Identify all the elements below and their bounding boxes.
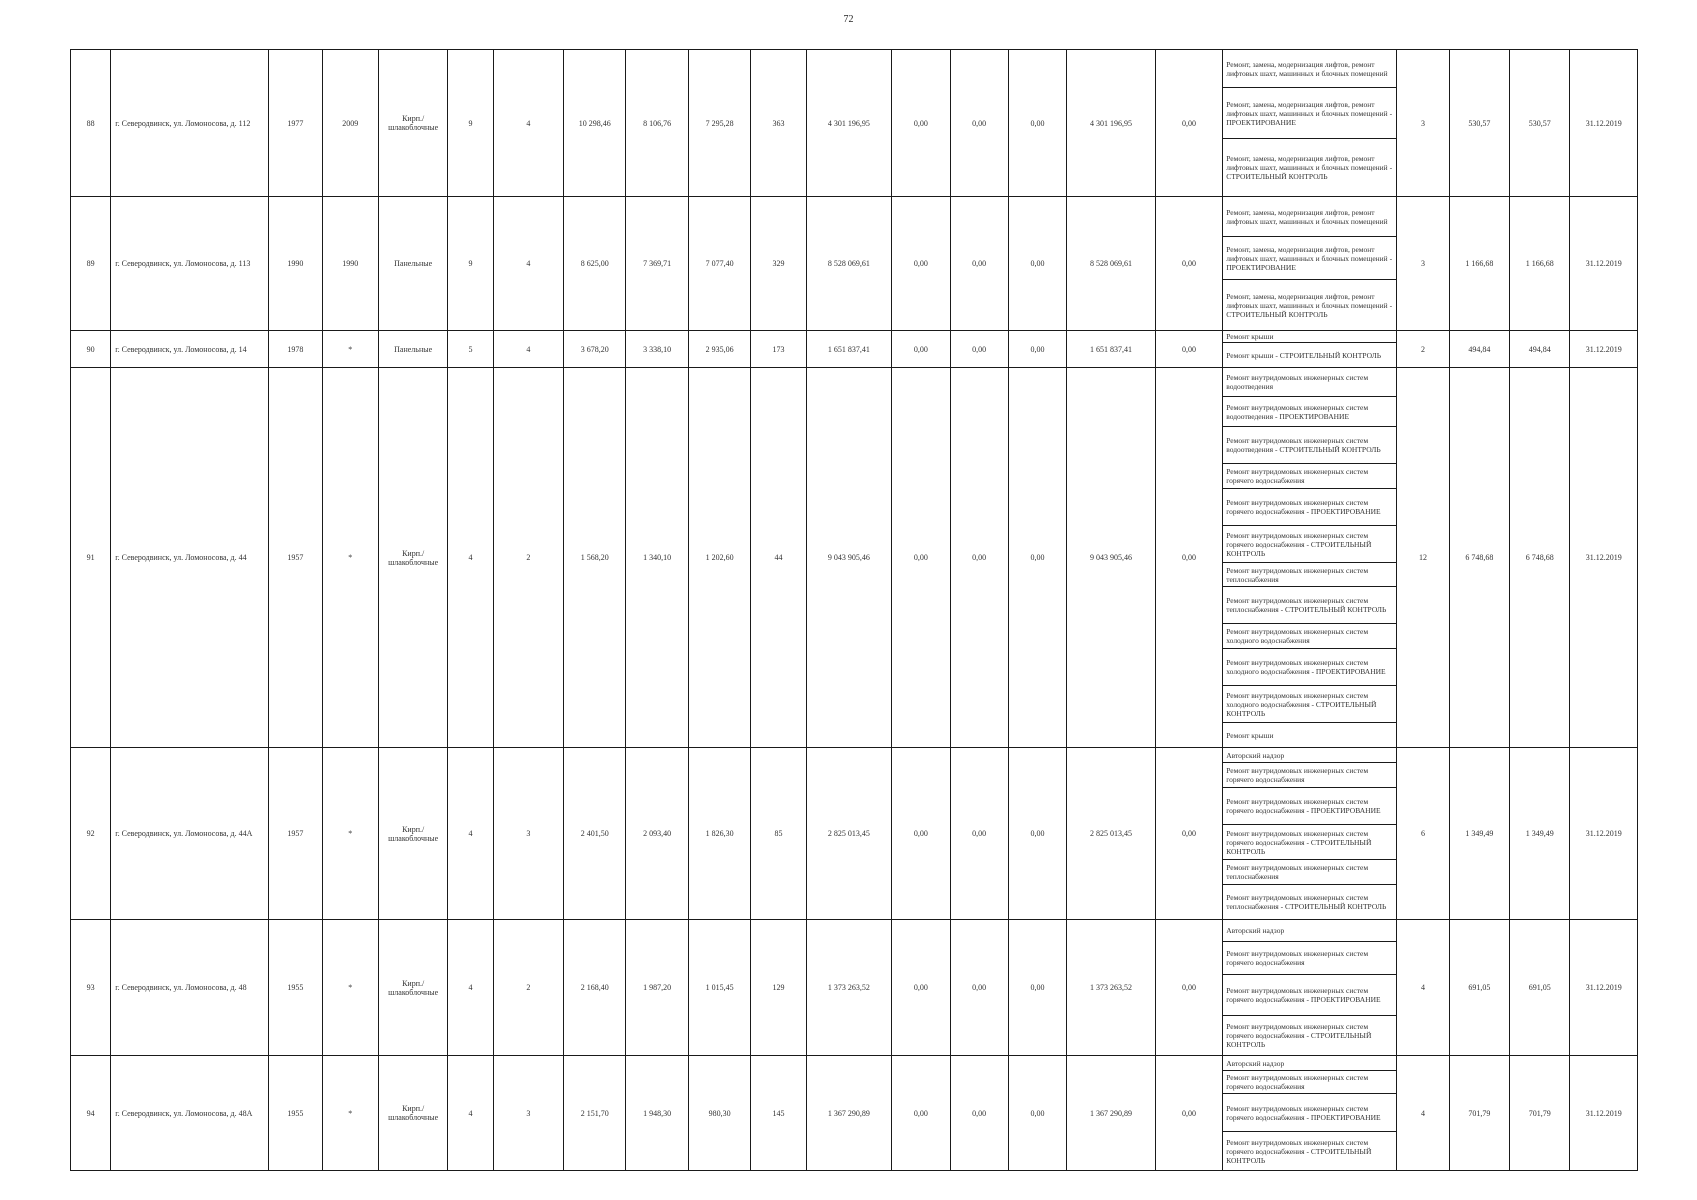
wall-material-cell: Кирп./ шлакоблочные bbox=[378, 50, 447, 197]
row-number: 90 bbox=[71, 331, 111, 368]
regional-fund-cell: 0,00 bbox=[950, 197, 1008, 331]
work-item: Ремонт внутридомовых инженерных систем горячего водоснабжения - ПРОЕКТИРОВАНИЕ bbox=[1223, 489, 1396, 526]
unit-cost-cell: 530,57 bbox=[1449, 50, 1509, 197]
work-item: Ремонт внутридомовых инженерных систем теплоснабжения bbox=[1223, 860, 1396, 885]
local-fund-cell: 0,00 bbox=[1008, 331, 1066, 368]
works-list bbox=[1223, 331, 1397, 368]
work-item: Ремонт, замена, модернизация лифтов, ремонт лифтовых шахт, машинных и блочных помещений - СТРОИТЕЛЬНЫЙ КОНТРОЛЬ bbox=[1226, 154, 1393, 181]
row-number: 94 bbox=[71, 1056, 111, 1171]
work-item: Ремонт внутридомовых инженерных систем водоотведения - ПРОЕКТИРОВАНИЕ bbox=[1223, 397, 1396, 427]
regional-fund-cell: 0,00 bbox=[950, 50, 1008, 197]
other-fund-cell: 0,00 bbox=[1155, 368, 1222, 748]
work-item: Ремонт крыши bbox=[1226, 730, 1274, 740]
local-fund-cell: 0,00 bbox=[1008, 748, 1066, 920]
residential-area-cell: 7 077,40 bbox=[688, 197, 750, 331]
table-row bbox=[71, 368, 1638, 748]
year-built-cell: 1977 bbox=[269, 50, 322, 197]
work-item: Ремонт внутридомовых инженерных систем горячего водоснабжения bbox=[1223, 464, 1396, 489]
premises-area-cell: 1 948,30 bbox=[626, 1056, 688, 1171]
deadline-cell: 31.12.2019 bbox=[1570, 1056, 1638, 1171]
federal-fund-cell: 0,00 bbox=[892, 368, 950, 748]
unit-cost-cell: 494,84 bbox=[1449, 331, 1509, 368]
federal-fund-cell: 0,00 bbox=[892, 197, 950, 331]
works-list bbox=[1223, 368, 1397, 748]
works-list bbox=[1223, 1056, 1397, 1171]
unit-cost-limit-cell: 1 166,68 bbox=[1510, 197, 1570, 331]
total-area-cell: 3 678,20 bbox=[564, 331, 626, 368]
deadline-cell: 31.12.2019 bbox=[1570, 748, 1638, 920]
work-item: Ремонт внутридомовых инженерных систем горячего водоснабжения bbox=[1223, 763, 1396, 788]
premises-area-cell: 7 369,71 bbox=[626, 197, 688, 331]
year-overhaul-cell: 2009 bbox=[322, 50, 378, 197]
work-item: Ремонт внутридомовых инженерных систем горячего водоснабжения - ПРОЕКТИРОВАНИЕ bbox=[1223, 975, 1396, 1016]
wall-material-cell: Панельные bbox=[378, 331, 447, 368]
local-fund-cell: 0,00 bbox=[1008, 50, 1066, 197]
year-built-cell: 1955 bbox=[269, 1056, 322, 1171]
floors-cell: 4 bbox=[448, 920, 493, 1056]
table-row bbox=[71, 920, 1638, 1056]
owners-fund-cell: 9 043 905,46 bbox=[1067, 368, 1156, 748]
unit-cost-cell: 1 349,49 bbox=[1449, 748, 1509, 920]
deadline-cell: 31.12.2019 bbox=[1570, 50, 1638, 197]
work-count-cell: 12 bbox=[1397, 368, 1449, 748]
unit-cost-limit-cell: 1 349,49 bbox=[1510, 748, 1570, 920]
total-cost-cell: 4 301 196,95 bbox=[806, 50, 892, 197]
works-list bbox=[1223, 50, 1397, 197]
table-row bbox=[71, 50, 1638, 197]
floors-cell: 4 bbox=[448, 368, 493, 748]
work-item: Ремонт внутридомовых инженерных систем водоотведения - СТРОИТЕЛЬНЫЙ КОНТРОЛЬ bbox=[1223, 427, 1396, 464]
year-overhaul-cell: 1990 bbox=[322, 197, 378, 331]
address-cell: г. Северодвинск, ул. Ломоносова, д. 112 bbox=[111, 50, 269, 197]
entrances-cell: 3 bbox=[493, 748, 563, 920]
work-item: Ремонт внутридомовых инженерных систем горячего водоснабжения bbox=[1223, 942, 1396, 975]
total-area-cell: 2 168,40 bbox=[564, 920, 626, 1056]
entrances-cell: 3 bbox=[493, 1056, 563, 1171]
address-cell: г. Северодвинск, ул. Ломоносова, д. 48 bbox=[111, 920, 269, 1056]
work-count-cell: 3 bbox=[1397, 197, 1449, 331]
owners-fund-cell: 2 825 013,45 bbox=[1067, 748, 1156, 920]
unit-cost-cell: 701,79 bbox=[1449, 1056, 1509, 1171]
federal-fund-cell: 0,00 bbox=[892, 50, 950, 197]
work-item: Авторский надзор bbox=[1223, 1056, 1396, 1071]
premises-area-cell: 1 340,10 bbox=[626, 368, 688, 748]
floors-cell: 4 bbox=[448, 748, 493, 920]
work-count-cell: 4 bbox=[1397, 1056, 1449, 1171]
local-fund-cell: 0,00 bbox=[1008, 368, 1066, 748]
work-item: Ремонт внутридомовых инженерных систем теплоснабжения - СТРОИТЕЛЬНЫЙ КОНТРОЛЬ bbox=[1226, 893, 1387, 911]
work-item: Ремонт внутридомовых инженерных систем горячего водоснабжения - СТРОИТЕЛЬНЫЙ КОНТРОЛЬ bbox=[1223, 825, 1396, 860]
local-fund-cell: 0,00 bbox=[1008, 1056, 1066, 1171]
residential-area-cell: 2 935,06 bbox=[688, 331, 750, 368]
row-number: 89 bbox=[71, 197, 111, 331]
address-cell: г. Северодвинск, ул. Ломоносова, д. 44А bbox=[111, 748, 269, 920]
unit-cost-limit-cell: 494,84 bbox=[1510, 331, 1570, 368]
unit-cost-limit-cell: 530,57 bbox=[1510, 50, 1570, 197]
residents-cell: 44 bbox=[751, 368, 806, 748]
total-area-cell: 2 401,50 bbox=[564, 748, 626, 920]
work-item: Авторский надзор bbox=[1223, 920, 1396, 942]
federal-fund-cell: 0,00 bbox=[892, 331, 950, 368]
floors-cell: 9 bbox=[448, 197, 493, 331]
federal-fund-cell: 0,00 bbox=[892, 748, 950, 920]
local-fund-cell: 0,00 bbox=[1008, 197, 1066, 331]
entrances-cell: 2 bbox=[493, 920, 563, 1056]
residents-cell: 85 bbox=[751, 748, 806, 920]
address-cell: г. Северодвинск, ул. Ломоносова, д. 113 bbox=[111, 197, 269, 331]
table-row bbox=[71, 1056, 1638, 1171]
other-fund-cell: 0,00 bbox=[1155, 748, 1222, 920]
total-area-cell: 8 625,00 bbox=[564, 197, 626, 331]
row-number: 93 bbox=[71, 920, 111, 1056]
federal-fund-cell: 0,00 bbox=[892, 1056, 950, 1171]
premises-area-cell: 3 338,10 bbox=[626, 331, 688, 368]
work-item: Ремонт, замена, модернизация лифтов, ремонт лифтовых шахт, машинных и блочных помещений bbox=[1223, 50, 1396, 88]
regional-fund-cell: 0,00 bbox=[950, 368, 1008, 748]
address-cell: г. Северодвинск, ул. Ломоносова, д. 14 bbox=[111, 331, 269, 368]
residential-area-cell: 1 202,60 bbox=[688, 368, 750, 748]
wall-material-cell: Кирп./ шлакоблочные bbox=[378, 920, 447, 1056]
work-item: Ремонт внутридомовых инженерных систем холодного водоснабжения - ПРОЕКТИРОВАНИЕ bbox=[1223, 649, 1396, 686]
regional-fund-cell: 0,00 bbox=[950, 920, 1008, 1056]
unit-cost-cell: 691,05 bbox=[1449, 920, 1509, 1056]
owners-fund-cell: 8 528 069,61 bbox=[1067, 197, 1156, 331]
year-built-cell: 1957 bbox=[269, 368, 322, 748]
wall-material-cell: Кирп./ шлакоблочные bbox=[378, 748, 447, 920]
premises-area-cell: 1 987,20 bbox=[626, 920, 688, 1056]
wall-material-cell: Панельные bbox=[378, 197, 447, 331]
residential-area-cell: 980,30 bbox=[688, 1056, 750, 1171]
entrances-cell: 4 bbox=[493, 197, 563, 331]
other-fund-cell: 0,00 bbox=[1155, 197, 1222, 331]
page-number: 72 bbox=[843, 14, 854, 25]
deadline-cell: 31.12.2019 bbox=[1570, 331, 1638, 368]
owners-fund-cell: 1 651 837,41 bbox=[1067, 331, 1156, 368]
residents-cell: 145 bbox=[751, 1056, 806, 1171]
other-fund-cell: 0,00 bbox=[1155, 1056, 1222, 1171]
federal-fund-cell: 0,00 bbox=[892, 920, 950, 1056]
work-item: Ремонт внутридомовых инженерных систем горячего водоснабжения bbox=[1223, 1071, 1396, 1094]
premises-area-cell: 2 093,40 bbox=[626, 748, 688, 920]
year-built-cell: 1990 bbox=[269, 197, 322, 331]
regional-fund-cell: 0,00 bbox=[950, 748, 1008, 920]
work-count-cell: 4 bbox=[1397, 920, 1449, 1056]
work-item: Ремонт внутридомовых инженерных систем теплоснабжения bbox=[1223, 563, 1396, 587]
unit-cost-cell: 6 748,68 bbox=[1449, 368, 1509, 748]
local-fund-cell: 0,00 bbox=[1008, 920, 1066, 1056]
other-fund-cell: 0,00 bbox=[1155, 920, 1222, 1056]
owners-fund-cell: 4 301 196,95 bbox=[1067, 50, 1156, 197]
unit-cost-limit-cell: 6 748,68 bbox=[1510, 368, 1570, 748]
table-row bbox=[71, 331, 1638, 368]
residents-cell: 129 bbox=[751, 920, 806, 1056]
work-item: Ремонт, замена, модернизация лифтов, ремонт лифтовых шахт, машинных и блочных помещений bbox=[1223, 197, 1396, 237]
work-item: Ремонт внутридомовых инженерных систем горячего водоснабжения - СТРОИТЕЛЬНЫЙ КОНТРОЛЬ bbox=[1226, 1022, 1372, 1049]
work-item: Ремонт внутридомовых инженерных систем горячего водоснабжения - СТРОИТЕЛЬНЫЙ КОНТРОЛЬ bbox=[1223, 526, 1396, 563]
deadline-cell: 31.12.2019 bbox=[1570, 197, 1638, 331]
work-item: Ремонт, замена, модернизация лифтов, ремонт лифтовых шахт, машинных и блочных помещений - ПРОЕКТИРОВАНИЕ bbox=[1223, 88, 1396, 139]
work-item: Ремонт внутридомовых инженерных систем холодного водоснабжения bbox=[1223, 624, 1396, 649]
floors-cell: 4 bbox=[448, 1056, 493, 1171]
unit-cost-limit-cell: 691,05 bbox=[1510, 920, 1570, 1056]
year-built-cell: 1978 bbox=[269, 331, 322, 368]
work-item: Ремонт крыши - СТРОИТЕЛЬНЫЙ КОНТРОЛЬ bbox=[1226, 350, 1382, 360]
residents-cell: 173 bbox=[751, 331, 806, 368]
deadline-cell: 31.12.2019 bbox=[1570, 368, 1638, 748]
total-cost-cell: 1 367 290,89 bbox=[806, 1056, 892, 1171]
residential-area-cell: 1 826,30 bbox=[688, 748, 750, 920]
total-cost-cell: 2 825 013,45 bbox=[806, 748, 892, 920]
year-overhaul-cell: * bbox=[322, 920, 378, 1056]
other-fund-cell: 0,00 bbox=[1155, 331, 1222, 368]
table-row bbox=[71, 197, 1638, 331]
work-item: Авторский надзор bbox=[1223, 748, 1396, 763]
regional-fund-cell: 0,00 bbox=[950, 331, 1008, 368]
work-item: Ремонт крыши bbox=[1223, 331, 1396, 343]
work-count-cell: 2 bbox=[1397, 331, 1449, 368]
row-number: 91 bbox=[71, 368, 111, 748]
residents-cell: 363 bbox=[751, 50, 806, 197]
premises-area-cell: 8 106,76 bbox=[626, 50, 688, 197]
works-list bbox=[1223, 920, 1397, 1056]
total-cost-cell: 9 043 905,46 bbox=[806, 368, 892, 748]
work-item: Ремонт внутридомовых инженерных систем горячего водоснабжения - ПРОЕКТИРОВАНИЕ bbox=[1223, 1094, 1396, 1132]
floors-cell: 5 bbox=[448, 331, 493, 368]
row-number: 92 bbox=[71, 748, 111, 920]
year-overhaul-cell: * bbox=[322, 748, 378, 920]
work-item: Ремонт внутридомовых инженерных систем горячего водоснабжения - СТРОИТЕЛЬНЫЙ КОНТРОЛЬ bbox=[1226, 1137, 1372, 1165]
owners-fund-cell: 1 367 290,89 bbox=[1067, 1056, 1156, 1171]
work-item: Ремонт, замена, модернизация лифтов, ремонт лифтовых шахт, машинных и блочных помещений - ПРОЕКТИРОВАНИЕ bbox=[1223, 237, 1396, 280]
work-item: Ремонт, замена, модернизация лифтов, ремонт лифтовых шахт, машинных и блочных помещений - СТРОИТЕЛЬНЫЙ КОНТРОЛЬ bbox=[1226, 291, 1393, 319]
work-count-cell: 3 bbox=[1397, 50, 1449, 197]
year-overhaul-cell: * bbox=[322, 331, 378, 368]
works-list bbox=[1223, 748, 1397, 920]
address-cell: г. Северодвинск, ул. Ломоносова, д. 44 bbox=[111, 368, 269, 748]
other-fund-cell: 0,00 bbox=[1155, 50, 1222, 197]
total-cost-cell: 1 651 837,41 bbox=[806, 331, 892, 368]
total-area-cell: 2 151,70 bbox=[564, 1056, 626, 1171]
year-overhaul-cell: * bbox=[322, 1056, 378, 1171]
year-built-cell: 1957 bbox=[269, 748, 322, 920]
regional-fund-cell: 0,00 bbox=[950, 1056, 1008, 1171]
floors-cell: 9 bbox=[448, 50, 493, 197]
total-area-cell: 1 568,20 bbox=[564, 368, 626, 748]
total-cost-cell: 1 373 263,52 bbox=[806, 920, 892, 1056]
year-built-cell: 1955 bbox=[269, 920, 322, 1056]
entrances-cell: 2 bbox=[493, 368, 563, 748]
residents-cell: 329 bbox=[751, 197, 806, 331]
total-cost-cell: 8 528 069,61 bbox=[806, 197, 892, 331]
capital-repair-table bbox=[70, 49, 1638, 1171]
entrances-cell: 4 bbox=[493, 331, 563, 368]
table-row bbox=[71, 748, 1638, 920]
year-overhaul-cell: * bbox=[322, 368, 378, 748]
row-number: 88 bbox=[71, 50, 111, 197]
unit-cost-limit-cell: 701,79 bbox=[1510, 1056, 1570, 1171]
owners-fund-cell: 1 373 263,52 bbox=[1067, 920, 1156, 1056]
work-count-cell: 6 bbox=[1397, 748, 1449, 920]
wall-material-cell: Кирп./ шлакоблочные bbox=[378, 1056, 447, 1171]
deadline-cell: 31.12.2019 bbox=[1570, 920, 1638, 1056]
work-item: Ремонт внутридомовых инженерных систем теплоснабжения - СТРОИТЕЛЬНЫЙ КОНТРОЛЬ bbox=[1223, 587, 1396, 624]
unit-cost-cell: 1 166,68 bbox=[1449, 197, 1509, 331]
residential-area-cell: 1 015,45 bbox=[688, 920, 750, 1056]
entrances-cell: 4 bbox=[493, 50, 563, 197]
wall-material-cell: Кирп./ шлакоблочные bbox=[378, 368, 447, 748]
works-list bbox=[1223, 197, 1397, 331]
work-item: Ремонт внутридомовых инженерных систем водоотведения bbox=[1223, 368, 1396, 397]
work-item: Ремонт внутридомовых инженерных систем холодного водоснабжения - СТРОИТЕЛЬНЫЙ КОНТРОЛЬ bbox=[1223, 686, 1396, 723]
work-item: Ремонт внутридомовых инженерных систем горячего водоснабжения - ПРОЕКТИРОВАНИЕ bbox=[1223, 788, 1396, 825]
total-area-cell: 10 298,46 bbox=[564, 50, 626, 197]
residential-area-cell: 7 295,28 bbox=[688, 50, 750, 197]
address-cell: г. Северодвинск, ул. Ломоносова, д. 48А bbox=[111, 1056, 269, 1171]
